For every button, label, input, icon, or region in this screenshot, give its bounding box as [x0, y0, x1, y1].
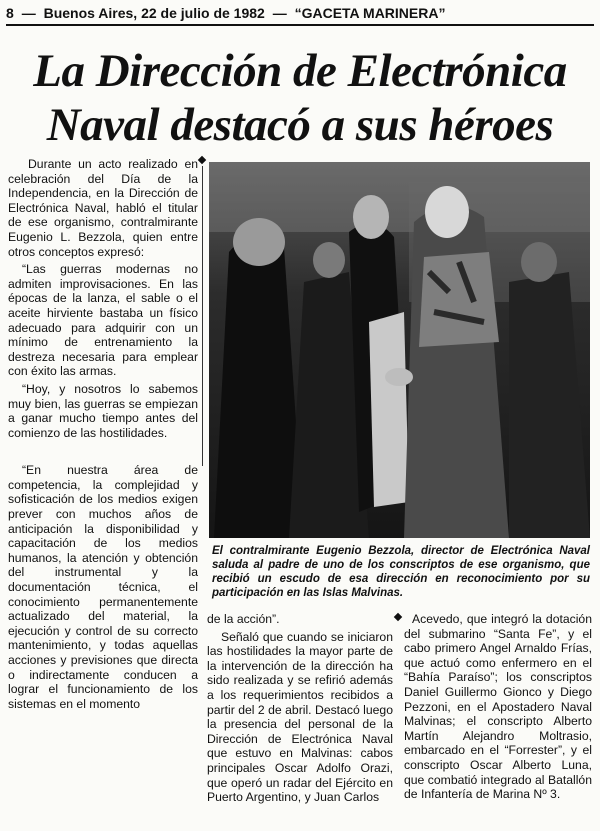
article-column-2: [207, 612, 393, 808]
paragraph: de la acción”.: [207, 612, 280, 626]
headline-line-1: La Dirección de Electrónica: [33, 45, 567, 97]
headline-line-2: Naval destacó a sus héroes: [46, 99, 554, 151]
paragraph: Acevedo, que integró la dotación del submarino “Santa Fe”, y el cabo primero Angel Arnaldo Frías, que actuó como enfermero en el “Bahía Paraíso”; los conscriptos Daniel Guillermo Gionco y Diego Pezzoni, en el Apostadero Naval Malvinas; el conscripto Alberto Martín Alejandro Moltrasio, embarcado en el “Forrester”, y el conscripto Oscar Alberto Luna, que combatió integrado al Batallón de Infantería de Marina Nº 3.: [404, 612, 592, 802]
paragraph-gap: [8, 443, 198, 463]
page-number: 8: [6, 5, 14, 21]
paragraph: Señaló que cuando se iniciaron las hostilidades la mayor parte de la intervención de la dirección ha sido realizada y se refirió además a los requerimientos recibidos a partir del 2 de abril. Destacó luego la presencia del personal de la Dirección de Electrónica Naval que estuvo en Malvinas: cabos principales Oscar Adolfo Orazi, que operó un radar del Ejército en Puerto Argentino, y Juan Carlos: [207, 629, 393, 805]
headline: [6, 44, 594, 152]
dateline: Buenos Aires, 22 de julio de 1982: [43, 5, 265, 21]
header-separator: —: [272, 5, 287, 21]
photo-caption: El contralmirante Eugenio Bezzola, director de Electrónica Naval saluda al padre de uno de los conscriptos de ese organismo, que recibió un escudo de esa dirección en reconocimiento por su participación en las Islas Malvinas.: [212, 545, 590, 599]
photo-illustration: [209, 162, 590, 538]
header-separator: —: [21, 5, 36, 21]
paragraph: “En nuestra área de competencia, la complejidad y sofisticación de los medios exigen prever con muchos años de anticipación la disponibilidad y capacitación de los medios humanos, la atención y obtención del instrumental y la documentación técnica, el conocimiento permanentemente actualizado del material, la ejecución y control de su correcto mantenimiento, y todas aquellas acciones y previsiones que directa o indirectamente conducen a lograr el funcionamiento de los sistemas en el momento: [8, 463, 198, 711]
column-rule: [202, 166, 203, 466]
publication-name: “GACETA MARINERA”: [294, 5, 446, 21]
news-photo: [209, 162, 590, 538]
article-column-3: [404, 612, 592, 805]
paragraph: “Hoy, y nosotros lo sabemos muy bien, las guerras se empiezan a ganar mucho tiempo antes del comienzo de las hostilidades.: [8, 381, 198, 440]
page-header: [6, 4, 594, 26]
article-column-1: [8, 157, 198, 714]
paragraph: “Las guerras modernas no admiten improvisaciones. En las épocas de la lanza, el sable o el aceite hirviente bastaba un físico adecuado para adquirir con un mínimo de entrenamiento la destreza necesaria para emplear con éxito las armas.: [8, 262, 198, 379]
paragraph: Durante un acto realizado en celebración del Día de la Independencia, en la Dirección de Electrónica Naval, habló el titular de ese organismo, contralmirante Eugenio L. Bezzola, quien entre otros conceptos expresó:: [8, 157, 198, 259]
diamond-ornament-icon: [198, 156, 206, 164]
diamond-ornament-icon: [394, 613, 402, 621]
